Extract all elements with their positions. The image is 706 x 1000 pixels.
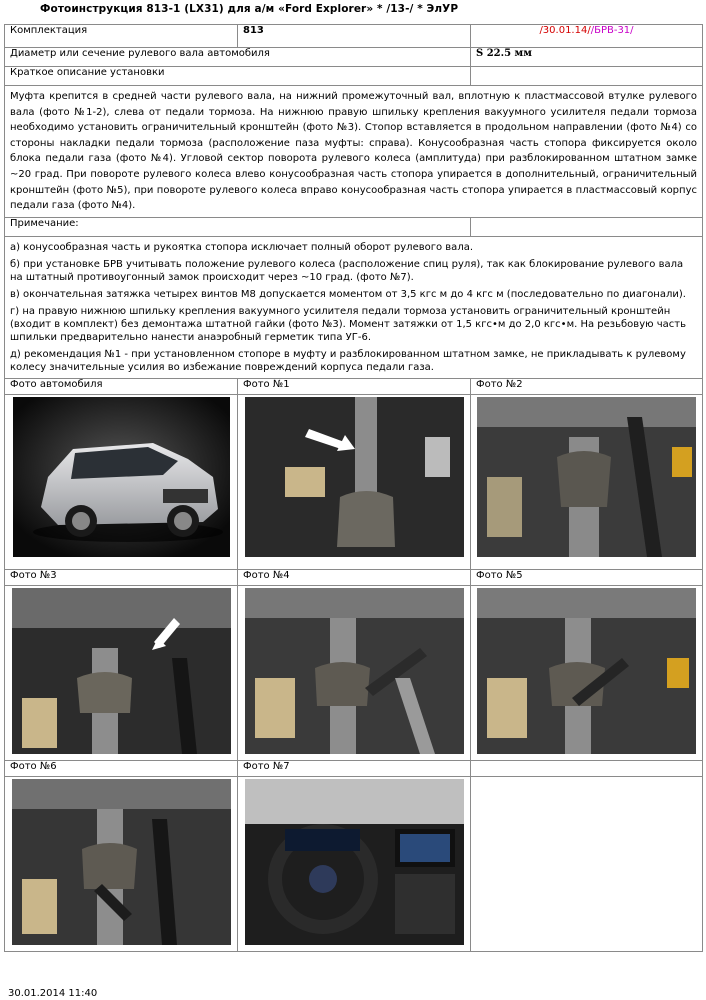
note-item: г) на правую нижнюю шпильку крепления вакуумного усилителя педали тормоза установить ограничительный кронштейн (входит в комплект) без демонтажа штатной гайки (фото №3). Момент затяжки от 1,5 кгс•м до 2,0 кгс•м. На резьбовую часть шпильки предварительно нанести анаэробный герметик типа УГ-6. — [10, 305, 686, 343]
brv-code: /БРВ-31/ — [590, 25, 634, 36]
notes-list — [5, 236, 703, 378]
photo-7 — [245, 779, 464, 945]
photo-caption: Фото №7 — [238, 760, 471, 776]
photo-caption: Фото №4 — [238, 569, 471, 585]
photo-caption: Фото №1 — [238, 378, 471, 394]
komplektaciya-label: Комплектация — [5, 25, 238, 48]
photo-caption: Фото №2 — [471, 378, 703, 394]
komplektaciya-value: 813 — [238, 25, 471, 48]
install-label-row — [5, 67, 703, 86]
photo-2 — [477, 397, 696, 557]
diameter-row — [5, 48, 703, 67]
install-label: Краткое описание установки — [5, 67, 471, 86]
diameter-value: S 22.5 мм — [471, 48, 703, 67]
photo-3 — [12, 588, 231, 754]
notes-row — [5, 236, 703, 378]
note-item: а) конусообразная часть и рукоятка стопора исключает полный оборот рулевого вала. — [10, 241, 474, 253]
footer-timestamp: 30.01.2014 11:40 — [8, 988, 98, 999]
photo-caption: Фото автомобиля — [5, 378, 238, 394]
page-title: Фотоинструкция 813-1 (LX31) для а/м «Ford Explorer» * /13-/ * ЭлУР — [40, 3, 459, 15]
photo-1 — [245, 397, 464, 557]
install-text-row — [5, 86, 703, 218]
photo-caption: Фото №5 — [471, 569, 703, 585]
photo-caption-row — [5, 378, 703, 394]
photo-row — [5, 394, 703, 569]
photo-5 — [477, 588, 696, 754]
instruction-table — [4, 24, 703, 952]
notes-label: Примечание: — [5, 217, 471, 236]
photo-4 — [245, 588, 464, 754]
komplektaciya-row — [5, 25, 703, 48]
photo-6 — [12, 779, 231, 945]
photo-caption — [471, 760, 703, 776]
photo-row — [5, 585, 703, 760]
photo-caption: Фото №6 — [5, 760, 238, 776]
diameter-label: Диаметр или сечение рулевого вала автомобиля — [5, 48, 471, 67]
komplektaciya-date — [471, 25, 703, 48]
note-item: б) при установке БРВ учитывать положение рулевого колеса (расположение спиц руля), так как блокирование рулевого вала на штатный противоугонный замок происходит через ~10 град. (фото №7). — [10, 258, 684, 283]
note-item: д) рекомендация №1 - при установленном стопоре в муфту и разблокированном штатном замке, не прикладывать к рулевому колесу значительные усилия во избежание повреждений корпуса педали газа. — [10, 348, 686, 373]
photo-caption-row — [5, 569, 703, 585]
install-description: Муфта крепится в средней части рулевого вала, на нижний промежуточный вал, вплотную к пластмассовой втулке рулевого вала (фото №1-2), слева от педали тормоза. На нижнюю правую шпильку крепления вакуумного усилителя педали тормоза необходимо установить ограничительный кронштейн (фото №3). Стопор вставляется в продольном направлении (фото №4) со стороны накладки педали тормоза (расположение паза муфты: справа). Конусообразная часть стопора фиксируется около блока педали газа (фото №4). Угловой сектор поворота рулевого колеса (амплитуда) при разблокированном штатном замке ~20 град. При повороте рулевого колеса влево конусообразная часть стопора упирается в дополнительный, ограничительный кронштейн (фото №5), при повороте рулевого колеса вправо конусообразная часть стопора упирается в пластмассовый корпус педали газа (фото №4). — [5, 86, 703, 218]
photo-caption: Фото №3 — [5, 569, 238, 585]
photo-caption-row — [5, 760, 703, 776]
car-photo — [13, 397, 230, 557]
note-item: в) окончательная затяжка четырех винтов М8 допускается моментом от 3,5 кгс м до 4 кгс м (последовательно по диагонали). — [10, 288, 686, 300]
photo-row — [5, 776, 703, 951]
date-code: /30.01.14/ — [539, 25, 591, 36]
notes-label-row — [5, 217, 703, 236]
